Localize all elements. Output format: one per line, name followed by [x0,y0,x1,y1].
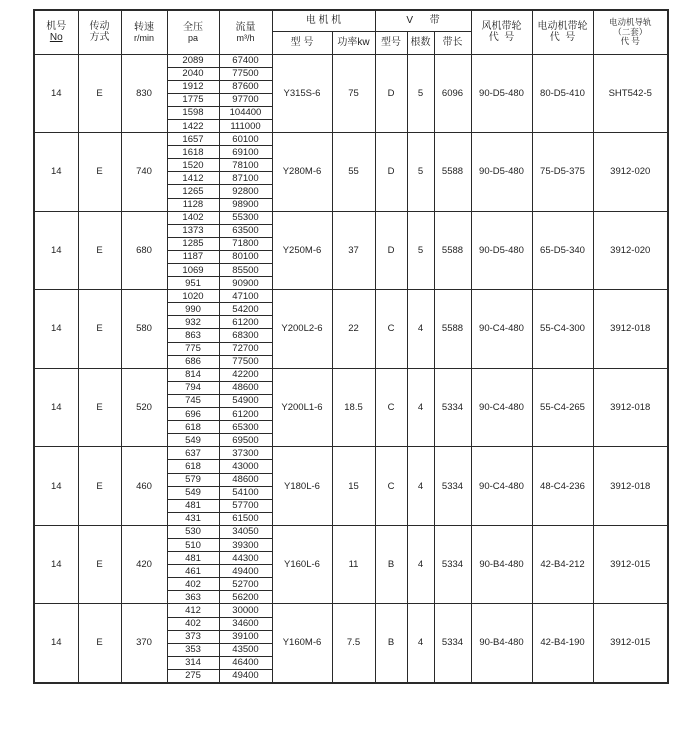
cell-flow: 80100 [219,250,272,263]
cell-motor-pulley: 80-D5-410 [532,54,593,133]
cell-pressure: 373 [167,630,219,643]
cell-vbelt-count: 4 [407,604,434,683]
cell-pressure: 745 [167,394,219,407]
cell-flow: 54200 [219,303,272,316]
cell-flow: 104400 [219,106,272,119]
cell-flow: 69500 [219,434,272,447]
cell-pressure: 461 [167,565,219,578]
cell-flow: 92800 [219,185,272,198]
cell-pressure: 1520 [167,159,219,172]
cell-motor-rail: 3912-015 [593,604,668,683]
cell-flow: 61500 [219,512,272,525]
cell-motor-power: 75 [332,54,375,133]
cell-pressure: 863 [167,329,219,342]
header-machine-no [34,10,78,54]
cell-vbelt-model: D [375,211,407,290]
cell-vbelt-model: C [375,447,407,526]
cell-motor-rail: 3912-018 [593,447,668,526]
header-motor-pulley-line1: 电动机带轮 [537,21,588,33]
table-row [34,525,668,538]
cell-vbelt-count: 5 [407,54,434,133]
cell-pressure: 1265 [167,185,219,198]
cell-pressure: 1128 [167,198,219,211]
cell-speed: 520 [121,368,167,447]
cell-pressure: 549 [167,486,219,499]
cell-flow: 85500 [219,264,272,277]
cell-flow: 42200 [219,368,272,381]
cell-pressure: 1422 [167,119,219,132]
cell-speed: 420 [121,525,167,604]
cell-vbelt-model: C [375,368,407,447]
cell-motor-model: Y160L-6 [272,525,332,604]
cell-flow: 48600 [219,473,272,486]
cell-flow: 87600 [219,80,272,93]
cell-pressure: 686 [167,355,219,368]
cell-flow: 77500 [219,67,272,80]
cell-flow: 61200 [219,408,272,421]
header-motor-rail-line3: 代 号 [620,35,640,46]
cell-pressure: 1285 [167,237,219,250]
header-vbelt-group: V 带 [375,10,471,31]
cell-vbelt-count: 4 [407,290,434,369]
cell-motor-pulley: 42-B4-190 [532,604,593,683]
cell-speed: 680 [121,211,167,290]
cell-pressure: 431 [167,512,219,525]
header-fan-pulley [471,10,532,54]
cell-pressure: 363 [167,591,219,604]
cell-flow: 55300 [219,211,272,224]
cell-motor-model: Y180L-6 [272,447,332,526]
cell-machine-no: 14 [34,604,78,683]
cell-pressure: 481 [167,499,219,512]
cell-pressure: 549 [167,434,219,447]
cell-flow: 43000 [219,460,272,473]
cell-pressure: 1187 [167,250,219,263]
cell-pressure: 412 [167,604,219,617]
cell-flow: 30000 [219,604,272,617]
cell-flow: 56200 [219,591,272,604]
header-speed-line2: r/min [134,32,154,43]
cell-motor-model: Y280M-6 [272,133,332,212]
header-machine-no-line1: 机号 [46,21,67,33]
cell-pressure: 1598 [167,106,219,119]
cell-machine-no: 14 [34,368,78,447]
cell-motor-power: 55 [332,133,375,212]
cell-vbelt-model: B [375,525,407,604]
cell-speed: 460 [121,447,167,526]
header-flow-line1: 流量 [235,21,256,33]
cell-pressure: 990 [167,303,219,316]
cell-motor-rail: 3912-015 [593,525,668,604]
cell-pressure: 814 [167,368,219,381]
cell-motor-pulley: 42-B4-212 [532,525,593,604]
cell-fan-pulley: 90-D5-480 [471,211,532,290]
cell-flow: 71800 [219,237,272,250]
cell-flow: 65300 [219,421,272,434]
cell-drive: E [78,604,121,683]
cell-flow: 68300 [219,329,272,342]
cell-motor-rail: SHT542-5 [593,54,668,133]
cell-pressure: 794 [167,381,219,394]
cell-flow: 69100 [219,146,272,159]
cell-vbelt-length: 5334 [434,447,471,526]
cell-pressure: 481 [167,552,219,565]
cell-flow: 34600 [219,617,272,630]
cell-pressure: 1775 [167,93,219,106]
cell-flow: 98900 [219,198,272,211]
cell-motor-pulley: 65-D5-340 [532,211,593,290]
cell-flow: 49400 [219,565,272,578]
cell-pressure: 1618 [167,146,219,159]
table-row [34,368,668,381]
table-row [34,604,668,617]
header-motor-rail-line2: （二套） [613,26,648,37]
cell-motor-pulley: 55-C4-300 [532,290,593,369]
cell-vbelt-length: 5588 [434,211,471,290]
header-fan-pulley-line1: 风机带轮 [481,21,522,33]
header-pressure-line1: 全压 [183,21,203,33]
cell-flow: 87100 [219,172,272,185]
cell-pressure: 402 [167,617,219,630]
header-pressure-line2: pa [187,32,198,43]
cell-flow: 44300 [219,552,272,565]
cell-pressure: 618 [167,460,219,473]
cell-fan-pulley: 90-C4-480 [471,368,532,447]
header-speed-line1: 转速 [134,21,154,33]
cell-machine-no: 14 [34,211,78,290]
cell-pressure: 2040 [167,67,219,80]
header-fan-pulley-line2: 代 号 [488,32,515,44]
table-row [34,211,668,224]
header-drive-line2: 方式 [89,32,110,44]
cell-pressure: 275 [167,669,219,682]
cell-flow: 57700 [219,499,272,512]
table-row [34,133,668,146]
header-vbelt-count: 根数 [407,31,434,54]
cell-flow: 97700 [219,93,272,106]
cell-flow: 60100 [219,133,272,146]
cell-vbelt-model: B [375,604,407,683]
cell-vbelt-count: 4 [407,525,434,604]
cell-drive: E [78,447,121,526]
cell-motor-rail: 3912-020 [593,211,668,290]
cell-pressure: 353 [167,643,219,656]
cell-pressure: 1912 [167,80,219,93]
cell-motor-rail: 3912-020 [593,133,668,212]
cell-motor-model: Y200L2-6 [272,290,332,369]
cell-vbelt-model: D [375,54,407,133]
header-vbelt-length: 带长 [434,31,471,54]
cell-pressure: 530 [167,525,219,538]
cell-motor-rail: 3912-018 [593,368,668,447]
cell-speed: 580 [121,290,167,369]
cell-machine-no: 14 [34,133,78,212]
header-flow [219,10,272,54]
cell-fan-pulley: 90-D5-480 [471,133,532,212]
header-motor-rail-line1: 电动机导轨 [608,17,652,28]
cell-fan-pulley: 90-C4-480 [471,290,532,369]
cell-flow: 61200 [219,316,272,329]
cell-flow: 37300 [219,447,272,460]
cell-motor-model: Y250M-6 [272,211,332,290]
cell-pressure: 1069 [167,264,219,277]
header-motor-rail [593,10,668,54]
cell-motor-power: 37 [332,211,375,290]
cell-drive: E [78,290,121,369]
cell-vbelt-length: 5334 [434,368,471,447]
cell-motor-power: 15 [332,447,375,526]
cell-fan-pulley: 90-B4-480 [471,525,532,604]
cell-flow: 46400 [219,656,272,669]
cell-motor-rail: 3912-018 [593,290,668,369]
cell-pressure: 1373 [167,224,219,237]
cell-pressure: 579 [167,473,219,486]
cell-drive: E [78,133,121,212]
header-motor-power: 功率kw [332,31,375,54]
cell-speed: 830 [121,54,167,133]
cell-flow: 90900 [219,277,272,290]
header-drive-line1: 传动 [89,21,110,33]
cell-pressure: 932 [167,316,219,329]
cell-pressure: 402 [167,578,219,591]
header-machine-no-line2: No [49,32,63,44]
cell-pressure: 696 [167,408,219,421]
cell-vbelt-count: 5 [407,133,434,212]
cell-machine-no: 14 [34,290,78,369]
cell-drive: E [78,54,121,133]
cell-vbelt-model: C [375,290,407,369]
header-motor-pulley-line2: 代 号 [549,32,576,44]
cell-machine-no: 14 [34,525,78,604]
cell-drive: E [78,211,121,290]
cell-fan-pulley: 90-D5-480 [471,54,532,133]
cell-motor-pulley: 75-D5-375 [532,133,593,212]
cell-vbelt-length: 5334 [434,525,471,604]
header-flow-line2: m³/h [236,32,255,43]
cell-pressure: 1020 [167,290,219,303]
cell-motor-model: Y200L1-6 [272,368,332,447]
cell-fan-pulley: 90-C4-480 [471,447,532,526]
cell-flow: 111000 [219,119,272,132]
cell-flow: 54100 [219,486,272,499]
cell-motor-model: Y160M-6 [272,604,332,683]
cell-drive: E [78,368,121,447]
header-drive [78,10,121,54]
cell-pressure: 1412 [167,172,219,185]
cell-vbelt-length: 5588 [434,290,471,369]
table-row [34,290,668,303]
cell-vbelt-length: 5334 [434,604,471,683]
table-body [34,54,668,683]
cell-flow: 72700 [219,342,272,355]
cell-vbelt-count: 5 [407,211,434,290]
cell-flow: 48600 [219,381,272,394]
cell-flow: 52700 [219,578,272,591]
cell-flow: 78100 [219,159,272,172]
cell-motor-power: 7.5 [332,604,375,683]
cell-drive: E [78,525,121,604]
header-motor-group: 电 机 机 [272,10,375,31]
cell-flow: 39300 [219,538,272,551]
cell-vbelt-length: 5588 [434,133,471,212]
cell-flow: 34050 [219,525,272,538]
cell-flow: 39100 [219,630,272,643]
cell-motor-model: Y315S-6 [272,54,332,133]
cell-flow: 43500 [219,643,272,656]
fan-spec-table [33,9,669,684]
cell-flow: 67400 [219,54,272,67]
header-motor-pulley [532,10,593,54]
cell-pressure: 775 [167,342,219,355]
table-row [34,447,668,460]
cell-speed: 370 [121,604,167,683]
header-vbelt-model: 型号 [375,31,407,54]
cell-speed: 740 [121,133,167,212]
cell-motor-pulley: 48-C4-236 [532,447,593,526]
cell-flow: 77500 [219,355,272,368]
cell-pressure: 2089 [167,54,219,67]
cell-pressure: 1402 [167,211,219,224]
cell-vbelt-length: 6096 [434,54,471,133]
cell-flow: 54900 [219,394,272,407]
cell-flow: 47100 [219,290,272,303]
cell-pressure: 951 [167,277,219,290]
header-motor-model: 型 号 [272,31,332,54]
cell-vbelt-model: D [375,133,407,212]
cell-flow: 63500 [219,224,272,237]
cell-machine-no: 14 [34,447,78,526]
cell-motor-power: 11 [332,525,375,604]
cell-motor-pulley: 55-C4-265 [532,368,593,447]
table-header [34,10,668,54]
cell-motor-power: 18.5 [332,368,375,447]
cell-machine-no: 14 [34,54,78,133]
cell-pressure: 510 [167,538,219,551]
cell-pressure: 1657 [167,133,219,146]
table-row [34,54,668,67]
cell-fan-pulley: 90-B4-480 [471,604,532,683]
cell-pressure: 314 [167,656,219,669]
header-speed [121,10,167,54]
cell-pressure: 637 [167,447,219,460]
cell-vbelt-count: 4 [407,447,434,526]
cell-vbelt-count: 4 [407,368,434,447]
cell-motor-power: 22 [332,290,375,369]
cell-pressure: 618 [167,421,219,434]
header-pressure [167,10,219,54]
cell-flow: 49400 [219,669,272,682]
